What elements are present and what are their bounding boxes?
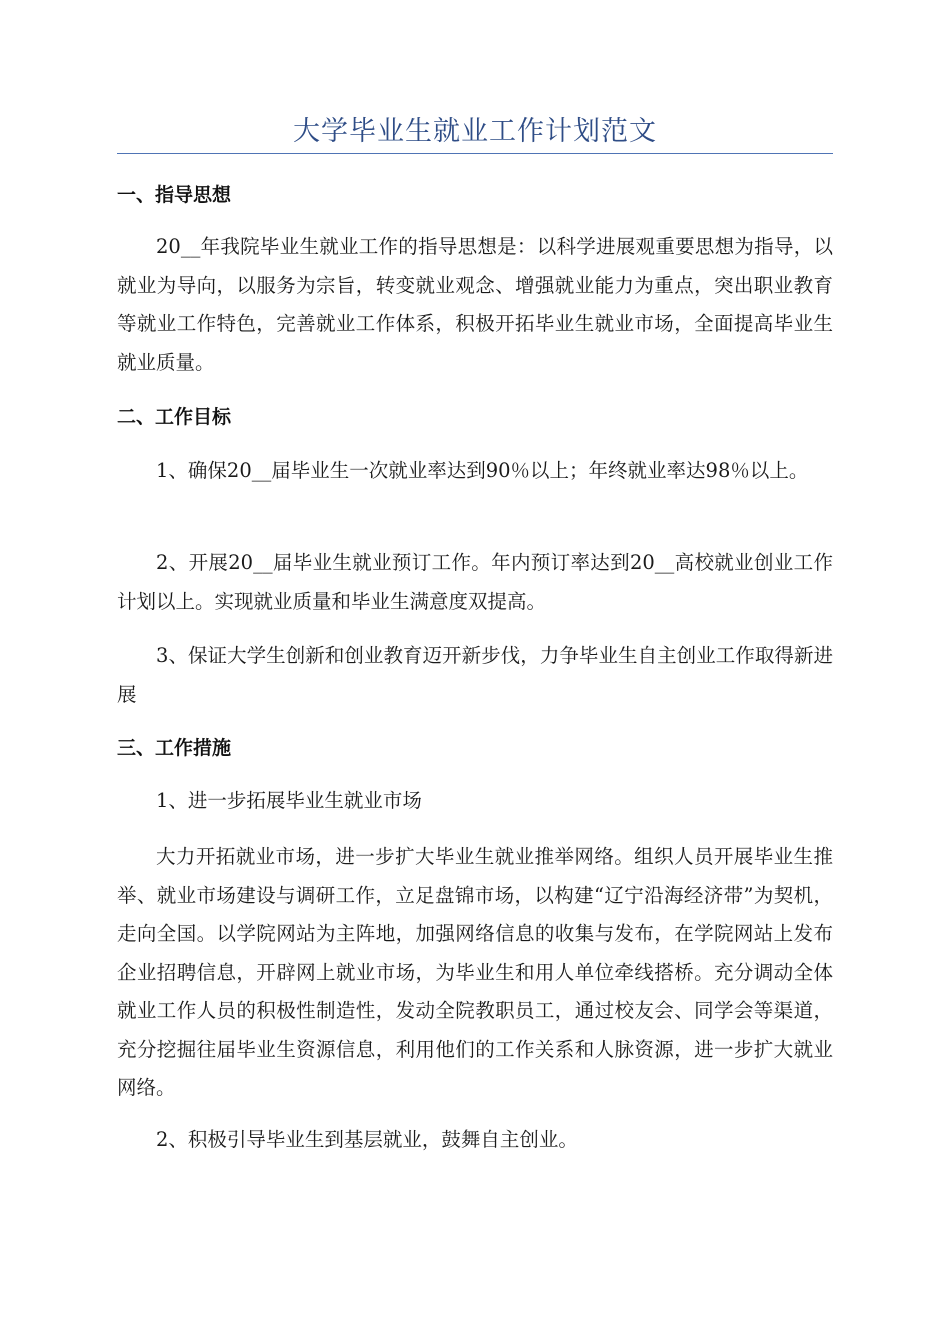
document-title: 大学毕业生就业工作计划范文 [293,116,657,147]
title-underline [117,153,833,154]
paragraph-measure-2-title: 2、积极引导毕业生到基层就业，鼓舞自主创业。 [156,1128,578,1151]
section-heading-goals: 二、工作目标 [117,406,232,428]
paragraph-measure-1-title: 1、进一步拓展毕业生就业市场 [156,789,422,812]
section-heading-measures: 三、工作措施 [117,737,232,759]
paragraph-goal-1: 1、确保20__届毕业生一次就业率达到90％以上；年终就业率达98％以上。 [156,459,809,482]
paragraph-measure-1-body: 大力开拓就业市场，进一步扩大毕业生就业推举网络。组织人员开展毕业生推举、就业市场建设与调研工作，立足盘锦市场，以构建“辽宁沿海经济带”为契机，走向全国。以学院网站为主阵地，加强网络信息的收集与发布，在学院网站上发布企业招聘信息，开辟网上就业市场，为毕业生和用人单位牵线搭桥。充分调动全体就业工作人员的积极性制造性，发动全院教职员工，通过校友会、同学会等渠道，充分挖掘往届毕业生资源信息，利用他们的工作关系和人脉资源，进一步扩大就业网络。 [117,845,833,1099]
paragraph-goal-2: 2、开展20__届毕业生就业预订工作。年内预订率达到20__高校就业创业工作计划以上。实现就业质量和毕业生满意度双提高。 [117,551,833,613]
section-heading-guiding: 一、指导思想 [117,184,232,206]
paragraph-guiding: 20__年我院毕业生就业工作的指导思想是：以科学进展观重要思想为指导，以就业为导向，以服务为宗旨，转变就业观念、增强就业能力为重点，突出职业教育等就业工作特色，完善就业工作体系，积极开拓毕业生就业市场，全面提高毕业生就业质量。 [117,235,833,374]
paragraph-goal-3: 3、保证大学生创新和创业教育迈开新步伐，力争毕业生自主创业工作取得新进展 [117,644,833,706]
